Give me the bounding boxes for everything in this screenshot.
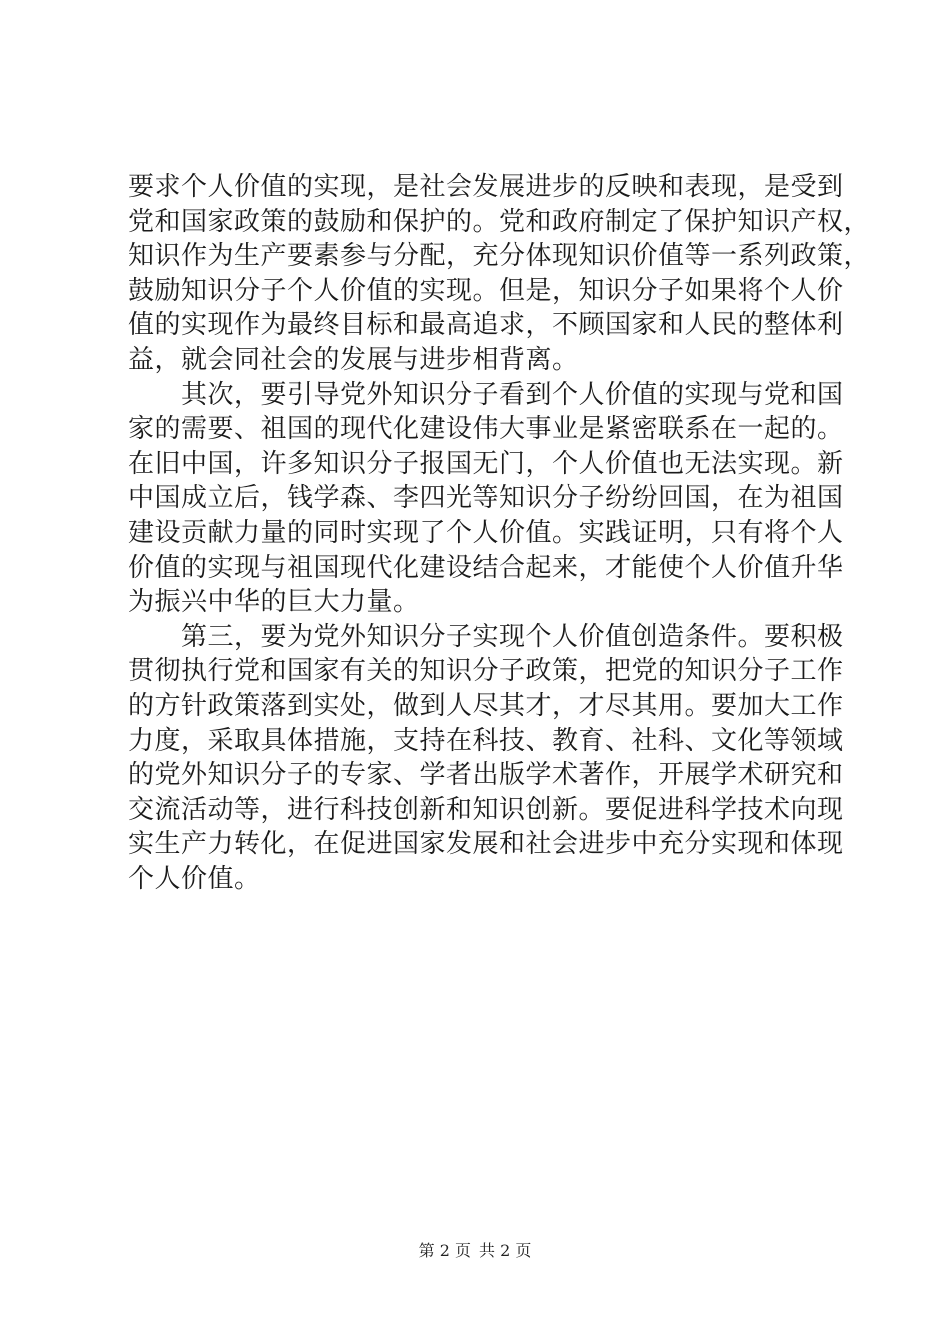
page-total: 共 2 页 xyxy=(479,1241,532,1260)
text-line: 个人价值。 xyxy=(128,863,261,894)
text-line: 鼓励知识分子个人价值的实现。但是，知识分子如果将个人价 xyxy=(128,275,844,306)
text-line: 贯彻执行党和国家有关的知识分子政策，把党的知识分子工作 xyxy=(128,656,844,687)
text-line: 实生产力转化，在促进国家发展和社会进步中充分实现和体现 xyxy=(128,829,844,860)
text-line: 建设贡献力量的同时实现了个人价值。实践证明，只有将个人 xyxy=(128,517,844,548)
text-line: 要求个人价值的实现，是社会发展进步的反映和表现，是受到 xyxy=(128,172,844,202)
text-line: 价值的实现与祖国现代化建设结合起来，才能使个人价值升华 xyxy=(128,552,844,583)
text-line: 益，就会同社会的发展与进步相背离。 xyxy=(128,344,579,375)
text-line: 家的需要、祖国的现代化建设伟大事业是紧密联系在一起的。 xyxy=(128,414,844,445)
text-line: 知识作为生产要素参与分配，充分体现知识价值等一系列政策， xyxy=(128,241,871,272)
text-line: 的方针政策落到实处，做到人尽其才，才尽其用。要加大工作 xyxy=(128,690,844,721)
page-footer xyxy=(0,1240,950,1262)
text-line: 值的实现作为最终目标和最高追求，不顾国家和人民的整体利 xyxy=(128,310,844,341)
text-line: 中国成立后，钱学森、李四光等知识分子纷纷回国，在为祖国 xyxy=(128,483,844,514)
text-line: 为振兴中华的巨大力量。 xyxy=(128,587,420,618)
text-line: 第三，要为党外知识分子实现个人价值创造条件。要积极 xyxy=(128,621,844,652)
text-line: 力度，采取具体措施，支持在科技、教育、社科、文化等领域 xyxy=(128,725,844,756)
text-line: 交流活动等，进行科技创新和知识创新。要促进科学技术向现 xyxy=(128,794,844,825)
text-line: 其次，要引导党外知识分子看到个人价值的实现与党和国 xyxy=(128,379,844,410)
document-body xyxy=(128,170,871,896)
page-number: 第 2 页 xyxy=(418,1241,471,1260)
text-line: 的党外知识分子的专家、学者出版学术著作，开展学术研究和 xyxy=(128,760,844,791)
text-line: 在旧中国，许多知识分子报国无门，个人价值也无法实现。新 xyxy=(128,448,844,479)
text-line: 党和国家政策的鼓励和保护的。党和政府制定了保护知识产权， xyxy=(128,206,871,237)
